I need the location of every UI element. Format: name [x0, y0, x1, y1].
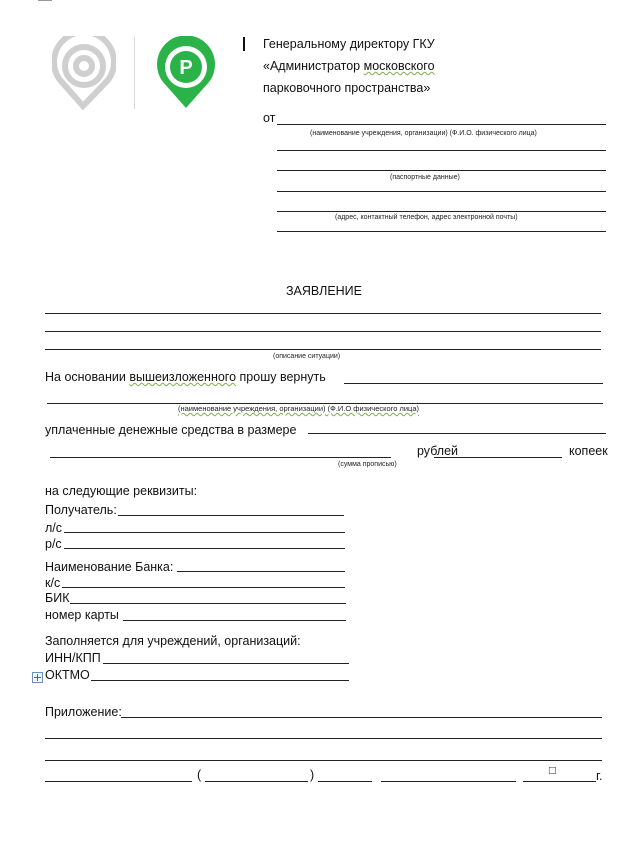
rs-line[interactable] — [64, 548, 345, 549]
amount-line[interactable] — [308, 433, 606, 434]
ls-line[interactable] — [64, 532, 345, 533]
amount-line-2[interactable] — [50, 457, 391, 458]
bank-name-label: Наименование Банка: — [45, 560, 174, 574]
name-line[interactable] — [318, 781, 372, 782]
oktmo-label: ОКТМО — [45, 668, 90, 682]
bik-line[interactable] — [70, 603, 346, 604]
situation-line-2[interactable] — [45, 331, 601, 332]
hint-address: (адрес, контактный телефон, адрес электронной почты) — [335, 214, 518, 221]
document-title: ЗАЯВЛЕНИЕ — [286, 284, 363, 298]
small-square: □ — [548, 766, 557, 776]
oktmo-line[interactable] — [91, 680, 349, 681]
ks-label: к/с — [45, 576, 61, 590]
inn-kpp-line[interactable] — [103, 663, 349, 664]
year-suffix: г. — [596, 769, 603, 783]
hint-situation: (описание ситуации) — [273, 353, 341, 360]
rubles-label: рублей — [417, 444, 459, 458]
date-line[interactable] — [45, 781, 192, 782]
addressee-line-3: парковочного пространства» — [263, 81, 431, 95]
bik-label: БИК — [45, 591, 70, 605]
addressee-line-2 — [263, 59, 435, 74]
attachment-line-3[interactable] — [45, 760, 602, 761]
address-line-2[interactable] — [277, 231, 606, 232]
passport-line-2[interactable] — [277, 191, 606, 192]
hint-org: (наименование учреждения, организации) (Ф.И.О физического лица) — [178, 404, 420, 413]
parking-letter: P — [179, 57, 193, 79]
top-rule — [38, 0, 52, 1]
attachment-line-1[interactable] — [121, 717, 602, 718]
addressee-line-1: Генеральному директору ГКУ — [263, 37, 435, 51]
attachment-label: Приложение: — [45, 705, 122, 719]
gray-pin-logo-icon — [52, 36, 116, 110]
day-line[interactable] — [523, 781, 596, 782]
addressee-line-2-wavy: московского — [363, 59, 435, 73]
passport-line[interactable] — [277, 170, 606, 171]
logo-divider — [134, 37, 135, 109]
details-heading: на следующие реквизиты: — [45, 484, 198, 498]
ls-label: л/с — [45, 521, 63, 535]
inn-kpp-label: ИНН/КПП — [45, 651, 101, 665]
green-parking-pin-logo-icon — [154, 36, 218, 112]
card-number-label: номер карты — [45, 608, 119, 622]
situation-line-1[interactable] — [45, 313, 601, 314]
position-line[interactable] — [381, 781, 516, 782]
ks-line[interactable] — [62, 587, 345, 588]
addressee-line-2-open: «Администратор — [263, 59, 364, 73]
org-note: Заполняется для учреждений, организаций: — [45, 634, 301, 648]
kopecks-label: копеек — [569, 444, 608, 458]
basis-wavy: вышеизложенного — [129, 370, 237, 384]
card-number-line[interactable] — [123, 620, 346, 621]
situation-line-3[interactable] — [45, 349, 601, 350]
basis-suffix: прошу вернуть — [236, 370, 326, 384]
from-line-2[interactable] — [277, 150, 606, 151]
basis-text — [45, 370, 326, 385]
paren-close: ) — [310, 768, 315, 782]
rs-label: р/с — [45, 537, 62, 551]
basis-line[interactable] — [344, 383, 603, 384]
address-line[interactable] — [277, 211, 606, 212]
paren-open: ( — [197, 768, 202, 782]
hint-sum: (сумма прописью) — [338, 461, 397, 468]
hint-passport: (паспортные данные) — [390, 174, 460, 181]
attachment-line-2[interactable] — [45, 738, 602, 739]
hint-from: (наименование учреждения, организации) (Ф.И.О. физического лица) — [310, 130, 537, 137]
table-move-handle-icon[interactable] — [32, 672, 43, 683]
bank-name-line[interactable] — [177, 571, 345, 572]
from-line[interactable] — [277, 124, 606, 125]
recipient-label: Получатель: — [45, 503, 117, 517]
basis-prefix: На основании — [45, 370, 130, 384]
recipient-line[interactable] — [118, 515, 344, 516]
rubles-line[interactable] — [434, 457, 562, 458]
paid-text: уплаченные денежные средства в размере — [45, 423, 297, 437]
signature-line[interactable] — [205, 781, 308, 782]
from-label: от — [263, 111, 276, 125]
text-cursor — [243, 37, 245, 51]
